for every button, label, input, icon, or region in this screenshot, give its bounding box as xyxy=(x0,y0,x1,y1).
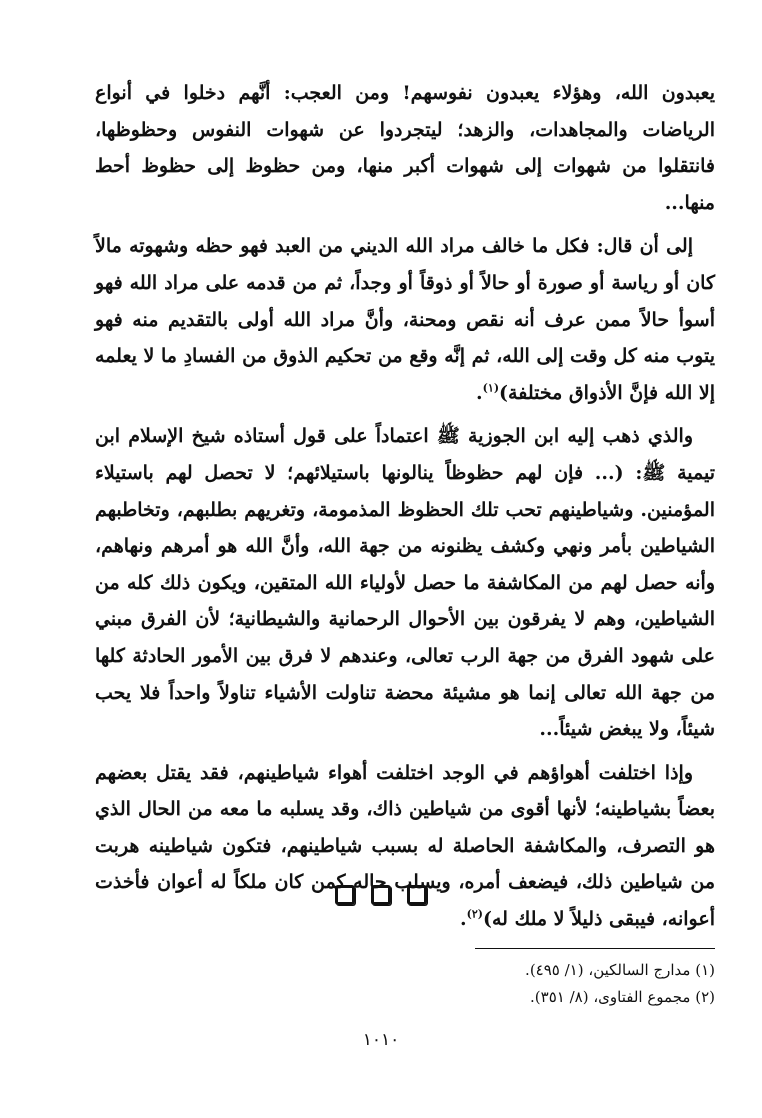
footnote-2: (٢) مجموع الفتاوى، (٨/ ٣٥١). xyxy=(530,988,715,1006)
square-ornament-icon xyxy=(371,885,391,905)
paragraph-3: والذي ذهب إليه ابن الجوزية ﷺ اعتماداً على قول أستاذه شيخ الإسلام ابن تيمية ﷺ: (... فإن لهم حظوظاً ينالونها باستيلائهم؛ لا تحصل لهم باستيلاء المؤمنين. وشياطينهم تحب تلك الحظوظ المذمومة، وتغريهم بطلبهم، وتخاطبهم الشياطين بأمر ونهي وكشف يظنونه من جهة الله، وأنَّ الله هو أمرهم ونهاهم، وأنه حصل لهم من المكاشفة ما حصل لأولياء الله المتقين، ويكون ذلك كله من الشياطين، وهم لا يفرقون بين الأحوال الرحمانية والشيطانية؛ لأن الفرق مبني على شهود الفرق من جهة الرب تعالى، وعندهم لا فرق بين الأمور الحادثة كلها من جهة الله تعالى إنما هو مشيئة محضة تناولت الأشياء تناولاً واحداً فلا يحب شيئاً، ولا يبغض شيئاً... xyxy=(95,425,715,741)
paragraph-1: يعبدون الله، وهؤلاء يعبدون نفوسهم! ومن العجب: أنَّهم دخلوا في أنواع الرياضات والمجاهدات، والزهد؛ ليتجردوا عن شهوات النفوس وحظوظها، فانتقلوا من شهوات إلى شهوات أكبر منها، ومن حظوظ إلى حظوظ أحط منها... xyxy=(95,82,715,214)
square-ornament-icon xyxy=(335,885,355,905)
footnote-marker-1[interactable]: (١) xyxy=(482,381,500,395)
main-text xyxy=(95,75,715,945)
section-separator xyxy=(0,885,762,905)
footnotes xyxy=(300,957,715,1011)
footnote-marker-2[interactable]: (٢) xyxy=(466,907,483,921)
footnote-divider xyxy=(475,948,715,949)
paragraph-2: إلى أن قال: فكل ما خالف مراد الله الديني من العبد فهو حظه وشهوته مالاً كان أو رياسة أو صورة أو حالاً أو ذوقاً أو وجداً، ثم من قدمه على مراد الله فهو أسوأ حالاً ممن عرف أنه نقص ومحنة، وأنَّ مراد الله أولى بالتقديم منه فهو يتوب منه كل وقت إلى الله، ثم إنَّه وقع من تحكيم الذوق من الفسادِ ما لا يعلمه إلا الله فإنَّ الأذواق مختلفة)$^{(١)}$. xyxy=(95,235,715,404)
page-number: ١٠١٠ xyxy=(362,1030,400,1050)
square-ornament-icon xyxy=(407,885,427,905)
footnote-1: (١) مدارج السالكين، (١/ ٤٩٥). xyxy=(525,961,715,979)
paragraph-4: وإذا اختلفت أهواؤهم في الوجد اختلفت أهواء شياطينهم، فقد يقتل بعضهم بعضاً بشياطينه؛ لأنها أقوى من شياطين ذاك، وقد يسلبه ما معه من الحال الذي هو التصرف، والمكاشفة الحاصلة له بسبب شياطينهم، فتكون شياطينه هربت من شياطين ذلك، فيضعف أمره، ويسلب حاله كمن كان ملكاً له أعوان فأخذت أعوانه، فيبقى ذليلاً لا ملك له)$^{(٢)}$. xyxy=(95,761,715,931)
